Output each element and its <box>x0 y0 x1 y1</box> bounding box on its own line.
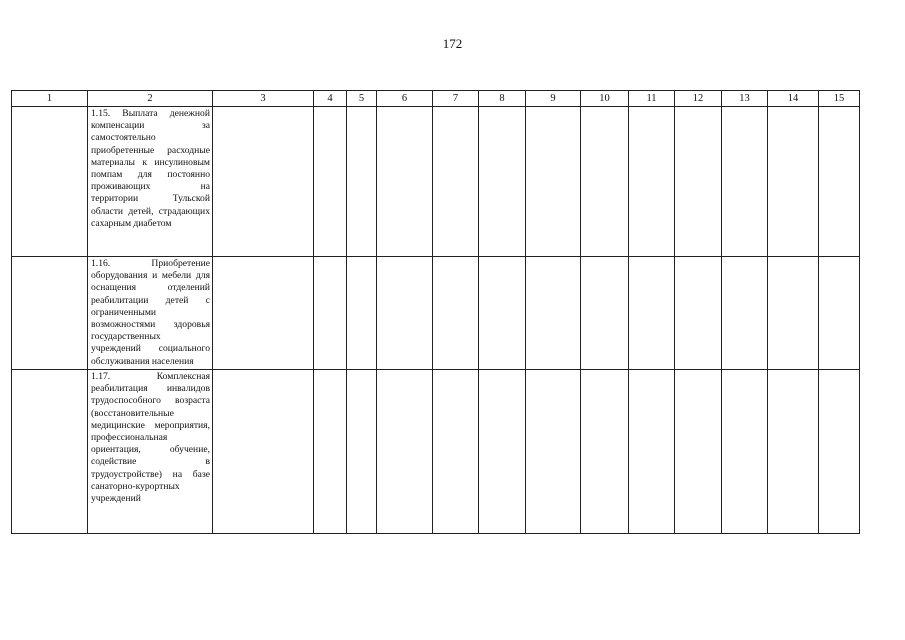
empty-cell <box>629 370 675 534</box>
column-number-cell: 11 <box>629 91 675 107</box>
column-number-cell: 1 <box>12 91 88 107</box>
column-number-cell: 7 <box>433 91 479 107</box>
empty-cell <box>433 107 479 257</box>
empty-cell <box>314 370 347 534</box>
empty-cell <box>819 257 860 370</box>
column-number-cell: 10 <box>581 91 629 107</box>
empty-cell <box>526 370 581 534</box>
column-number-cell: 14 <box>768 91 819 107</box>
empty-cell <box>479 370 526 534</box>
empty-cell <box>213 257 314 370</box>
empty-cell <box>314 107 347 257</box>
empty-cell <box>314 257 347 370</box>
empty-cell <box>213 107 314 257</box>
item-description: 1.16. Приобретение оборудования и мебели для оснащения отделений реабилитации детей с ограниченными возможностями здоровья государственных учреждений социального обслуживания населения <box>88 257 213 370</box>
empty-cell <box>377 370 433 534</box>
empty-cell <box>675 107 722 257</box>
column-number-cell: 13 <box>722 91 768 107</box>
empty-cell <box>768 107 819 257</box>
empty-cell <box>581 257 629 370</box>
empty-cell <box>377 257 433 370</box>
column-number-cell: 12 <box>675 91 722 107</box>
empty-cell <box>479 107 526 257</box>
empty-cell <box>768 257 819 370</box>
page-number: 172 <box>442 36 463 51</box>
empty-cell <box>213 370 314 534</box>
empty-cell <box>433 370 479 534</box>
table-row <box>12 107 860 257</box>
empty-cell <box>347 107 377 257</box>
empty-cell <box>819 370 860 534</box>
empty-cell <box>526 257 581 370</box>
empty-cell <box>377 107 433 257</box>
empty-cell <box>675 370 722 534</box>
empty-cell <box>629 257 675 370</box>
empty-cell <box>347 370 377 534</box>
empty-cell <box>722 257 768 370</box>
empty-cell <box>12 370 88 534</box>
empty-cell <box>722 107 768 257</box>
column-number-cell: 5 <box>347 91 377 107</box>
empty-cell <box>526 107 581 257</box>
table-row <box>12 257 860 370</box>
empty-cell <box>768 370 819 534</box>
empty-cell <box>581 107 629 257</box>
empty-cell <box>629 107 675 257</box>
item-description: 1.15. Выплата денежной компенсации за самостоятельно приобретенные расходные материалы к инсулиновым помпам для постоянно проживающих на территории Тульской области детей, страдающих сахарным диабетом <box>88 107 213 257</box>
empty-cell <box>581 370 629 534</box>
column-number-cell: 3 <box>213 91 314 107</box>
empty-cell <box>819 107 860 257</box>
empty-cell <box>722 370 768 534</box>
column-number-cell: 9 <box>526 91 581 107</box>
column-number-cell: 6 <box>377 91 433 107</box>
item-description: 1.17. Комплексная реабилитация инвалидов трудоспособного возраста (восстановительные медицинские мероприятия, профессиональная ориентация, обучение, содействие в трудоустройстве) на базе санаторно-курортных учреждений <box>88 370 213 534</box>
empty-cell <box>479 257 526 370</box>
empty-cell <box>675 257 722 370</box>
column-number-cell: 8 <box>479 91 526 107</box>
empty-cell <box>433 257 479 370</box>
empty-cell <box>347 257 377 370</box>
empty-cell <box>12 257 88 370</box>
column-number-row <box>12 91 860 107</box>
column-number-cell: 2 <box>88 91 213 107</box>
table-row <box>12 370 860 534</box>
column-number-cell: 4 <box>314 91 347 107</box>
empty-cell <box>12 107 88 257</box>
column-number-cell: 15 <box>819 91 860 107</box>
data-table <box>11 90 860 534</box>
